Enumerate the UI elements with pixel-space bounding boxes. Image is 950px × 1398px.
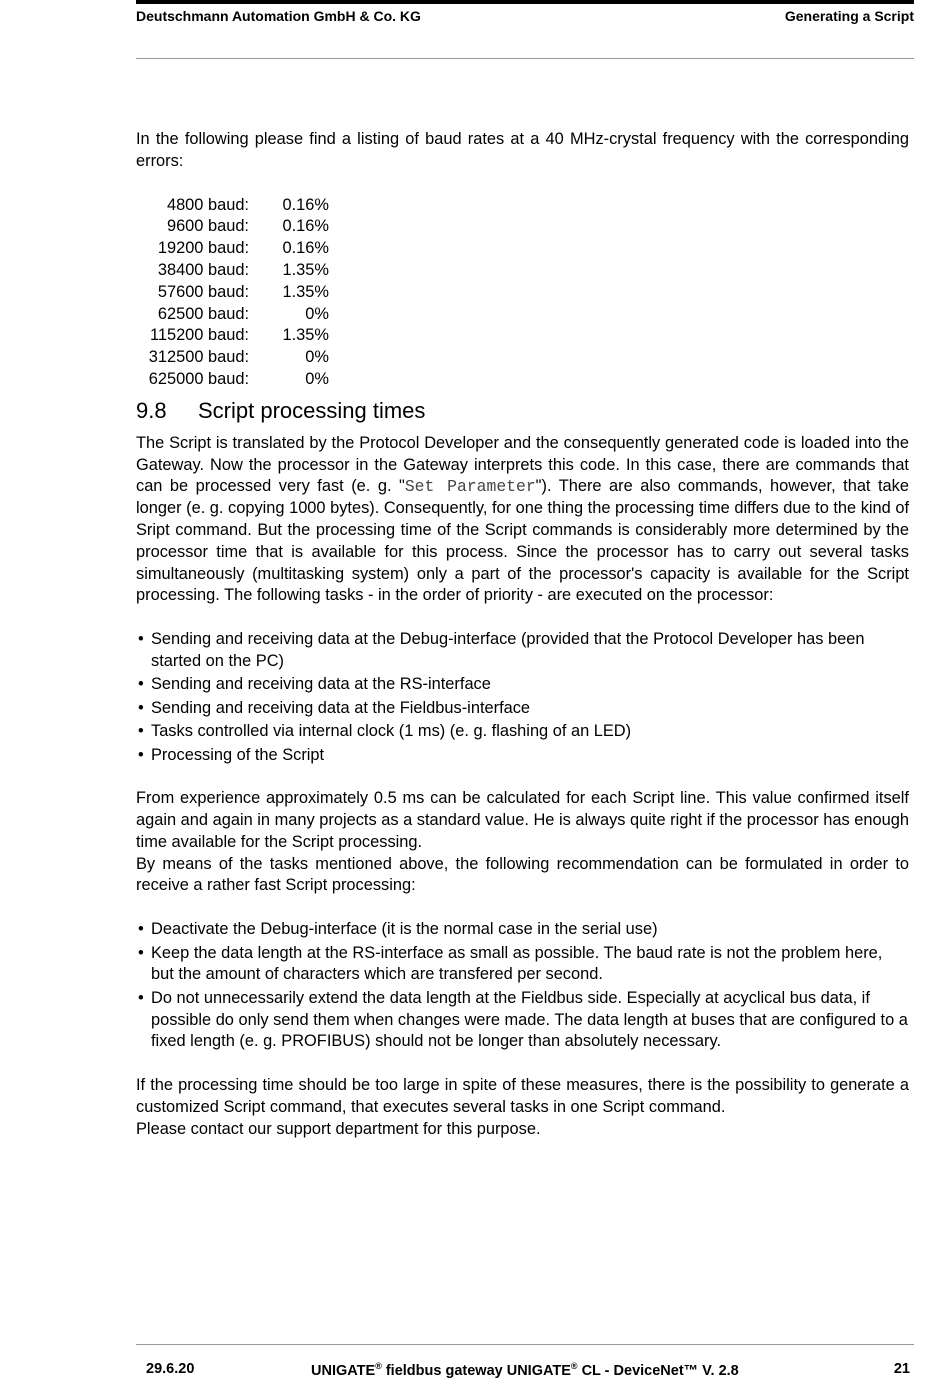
registered-mark: ® <box>375 1361 382 1371</box>
table-row <box>136 304 329 326</box>
section-number: 9.8 <box>136 397 167 423</box>
table-row <box>136 347 329 369</box>
baud-rate: 4800 baud: <box>166 195 249 214</box>
processing-paragraph <box>136 433 909 607</box>
baud-error: 1.35% <box>282 260 329 279</box>
recommendation-list <box>136 919 909 1053</box>
baud-rate: 115200 baud: <box>149 326 249 345</box>
support-paragraph: Please contact our support department for this purpose. <box>136 1119 541 1138</box>
footer-product <box>311 1361 739 1379</box>
list-item: • Sending and receiving data at the Debug-interface (provided that the Protocol Developer has been started on the PC) <box>136 629 909 673</box>
task-list <box>136 629 909 766</box>
header-top-bar <box>136 0 914 4</box>
baud-error: 0.16% <box>282 239 329 258</box>
table-row <box>136 325 329 347</box>
header-company: Deutschmann Automation GmbH & Co. KG <box>136 8 421 24</box>
footer-product-b: fieldbus gateway UNIGATE <box>381 1362 571 1379</box>
experience-paragraph: From experience approximately 0.5 ms can be calculated for each Script line. This value confirmed itself again and again in many projects as a standard value. He is always quite right if the processor has enough time available for the Script processing. <box>136 789 909 851</box>
header-section: Generating a Script <box>784 8 914 24</box>
list-item: • Keep the data length at the RS-interface as small as possible. The baud rate is not the problem here, but the amount of characters which are transfered per second. <box>136 943 909 987</box>
table-row <box>136 216 329 238</box>
registered-mark: ® <box>570 1361 578 1371</box>
list-item: • Sending and receiving data at the Fieldbus-interface <box>136 698 909 720</box>
list-item: • Tasks controlled via internal clock (1 ms) (e. g. flashing of an LED) <box>136 721 909 743</box>
table-row <box>136 282 329 304</box>
baud-rate: 625000 baud: <box>148 369 249 388</box>
baud-error: 0.16% <box>282 195 329 214</box>
list-item: • Sending and receiving data at the RS-interface <box>136 674 909 696</box>
baud-rate: 62500 baud: <box>157 304 249 323</box>
baud-rate: 9600 baud: <box>166 217 249 236</box>
para1-text-b: "). There are also commands, however, that take longer (e. g. copying 1000 bytes). Consequently, for one thing the processing time differs due to the kind of Sript command. But the processing time of the Script commands is considerably more determined by the processor time that is available for this process. Since the processor has to carry out several tasks simultaneously (multitasking system) only a part of the processor's capacity is available for the Script processing. The following tasks - in the order of priority - are executed on the processor: <box>136 477 909 605</box>
footer-page-number: 21 <box>893 1361 910 1377</box>
list-item: • Deactivate the Debug-interface (it is the normal case in the serial use) <box>136 919 909 941</box>
footer-date: 29.6.20 <box>146 1361 195 1377</box>
section-heading <box>136 397 909 425</box>
list-item: • Processing of the Script <box>136 745 909 767</box>
baud-error: 0% <box>305 348 329 367</box>
baud-error: 1.35% <box>282 282 329 301</box>
page-content <box>136 129 909 1141</box>
baud-rate: 57600 baud: <box>157 282 249 301</box>
table-row <box>136 238 329 260</box>
baud-rate: 38400 baud: <box>157 260 249 279</box>
footer-product-a: UNIGATE <box>311 1362 376 1379</box>
table-row <box>136 260 329 282</box>
customized-paragraph: If the processing time should be too large in spite of these measures, there is the possibility to generate a customized Script command, that executes several tasks in one Script command. <box>136 1076 909 1117</box>
baud-error: 0% <box>305 369 329 388</box>
intro-paragraph: In the following please find a listing of baud rates at a 40 MHz-crystal frequency with the corresponding errors: <box>136 130 909 170</box>
recommendation-intro: By means of the tasks mentioned above, the following recommendation can be formulated in order to receive a rather fast Script processing: <box>136 854 909 895</box>
baud-error: 0% <box>305 304 329 323</box>
baud-rate: 312500 baud: <box>148 348 249 367</box>
footer-product-c: CL - DeviceNet™ V. 2.8 <box>577 1362 739 1379</box>
section-title: Script processing times <box>198 397 426 423</box>
para1-text-a: The Script is translated by the Protocol Developer and the consequently generated code is loaded into the Gateway. Now the processor in the Gateway interprets this code. In this case, there are commands that can be processed very fast (e. g. " <box>136 433 909 496</box>
baud-error: 0.16% <box>282 217 329 236</box>
baud-rate-table <box>136 195 329 391</box>
baud-rate: 19200 baud: <box>157 239 249 258</box>
table-row <box>136 369 329 391</box>
table-row <box>136 195 329 217</box>
code-set-parameter: Set Parameter <box>404 477 536 497</box>
list-item: • Do not unnecessarily extend the data length at the Fieldbus side. Especially at acyclical bus data, if possible do only send them when changes were made. The data length at buses that are configured to a fixed length (e. g. PROFIBUS) should not be longer than absolutely necessary. <box>136 988 909 1053</box>
header-rule <box>136 58 914 59</box>
baud-error: 1.35% <box>282 326 329 345</box>
footer-rule <box>136 1344 914 1345</box>
